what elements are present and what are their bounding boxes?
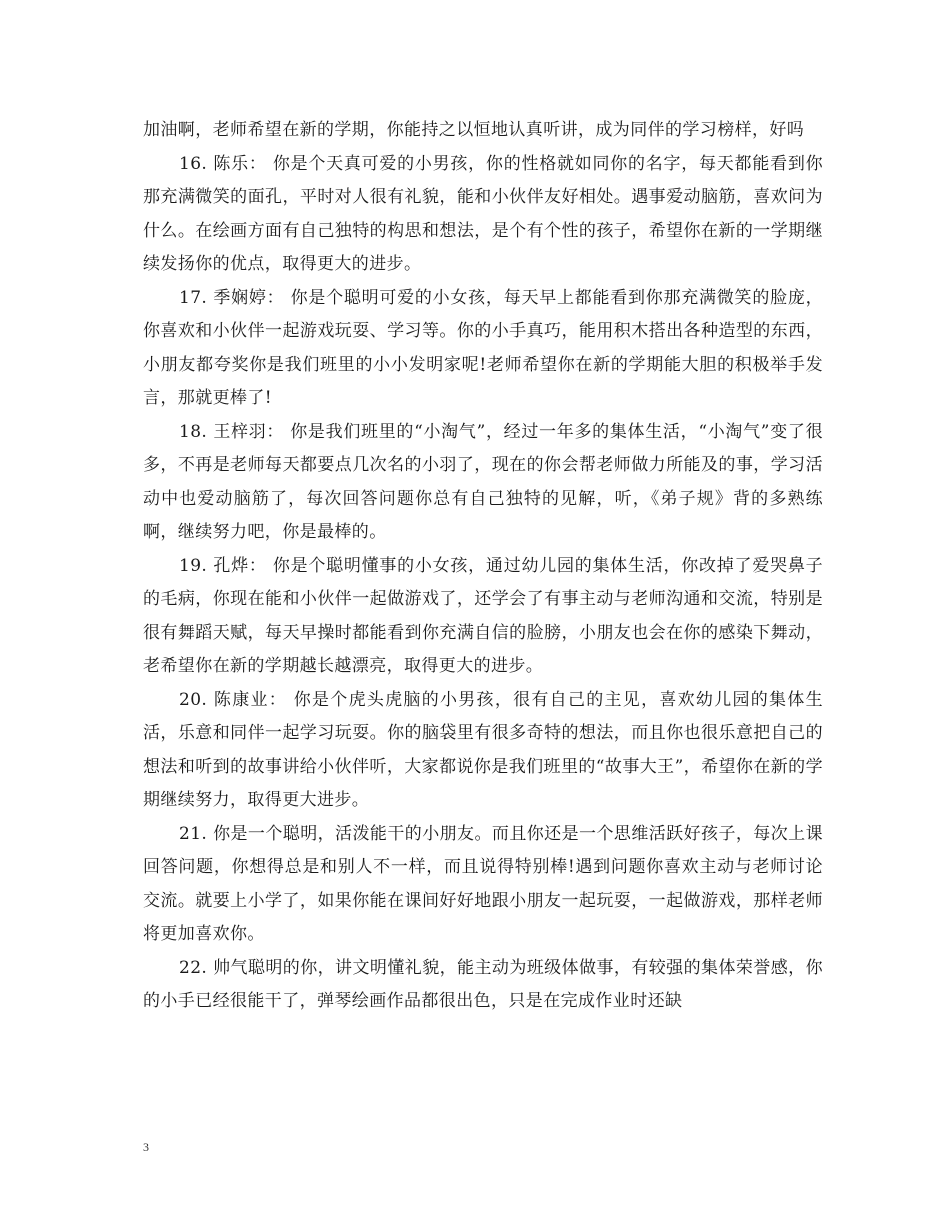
body-text xyxy=(143,114,823,1019)
paragraph-17: 17. 季娴婷： 你是个聪明可爱的小女孩，每天早上都能看到你那充满微笑的脸庞，你喜欢和小伙伴一起游戏玩耍、学习等。你的小手真巧，能用积木搭出各种造型的东西，小朋友都夸奖你是我们班里的小小发明家呢!老师希望你在新的学期能大胆的积极举手发言，那就更棒了! xyxy=(143,287,823,408)
paragraph-20: 20. 陈康业： 你是个虎头虎脑的小男孩，很有自己的主见，喜欢幼儿园的集体生活，乐意和同伴一起学习玩耍。你的脑袋里有很多奇特的想法，而且你也很乐意把自己的想法和听到的故事讲给小伙伴听，大家都说你是我们班里的“故事大王”，希望你在新的学期继续努力，取得更大进步。 xyxy=(143,689,823,810)
paragraph-22: 22. 帅气聪明的你，讲文明懂礼貌，能主动为班级体做事，有较强的集体荣誉感，你的小手已经很能干了，弹琴绘画作品都很出色，只是在完成作业时还缺 xyxy=(143,957,823,1011)
paragraph-18: 18. 王梓羽： 你是我们班里的“小淘气”，经过一年多的集体生活，“小淘气”变了很多，不再是老师每天都要点几次名的小羽了，现在的你会帮老师做力所能及的事，学习活动中也爱动脑筋了，每次回答问题你总有自己独特的见解，听，《弟子规》背的多熟练啊，继续努力吧，你是最棒的。 xyxy=(143,421,823,542)
paragraph-16: 16. 陈乐： 你是个天真可爱的小男孩，你的性格就如同你的名字，每天都能看到你那充满微笑的面孔，平时对人很有礼貌，能和小伙伴友好相处。遇事爱动脑筋，喜欢问为什么。在绘画方面有自己独特的构思和想法，是个有个性的孩子，希望你在新的一学期继续发扬你的优点，取得更大的进步。 xyxy=(143,153,823,274)
paragraph-19: 19. 孔烨： 你是个聪明懂事的小女孩，通过幼儿园的集体生活，你改掉了爱哭鼻子的毛病，你现在能和小伙伴一起做游戏了，还学会了有事主动与老师沟通和交流，特别是很有舞蹈天赋，每天早操时都能看到你充满自信的脸膀，小朋友也会在你的感染下舞动，老希望你在新的学期越长越漂亮，取得更大的进步。 xyxy=(143,555,823,676)
paragraph-continuation: 加油啊，老师希望在新的学期，你能持之以恒地认真听讲，成为同伴的学习榜样，好吗 xyxy=(143,120,805,140)
page-number: 3 xyxy=(143,1140,149,1154)
paragraph-21: 21. 你是一个聪明，活泼能干的小朋友。而且你还是一个思维活跃好孩子，每次上课回答问题，你想得总是和别人不一样，而且说得特别棒!遇到问题你喜欢主动与老师讨论交流。就要上小学了，如果你能在课间好好地跟小朋友一起玩耍，一起做游戏，那样老师将更加喜欢你。 xyxy=(143,823,823,944)
